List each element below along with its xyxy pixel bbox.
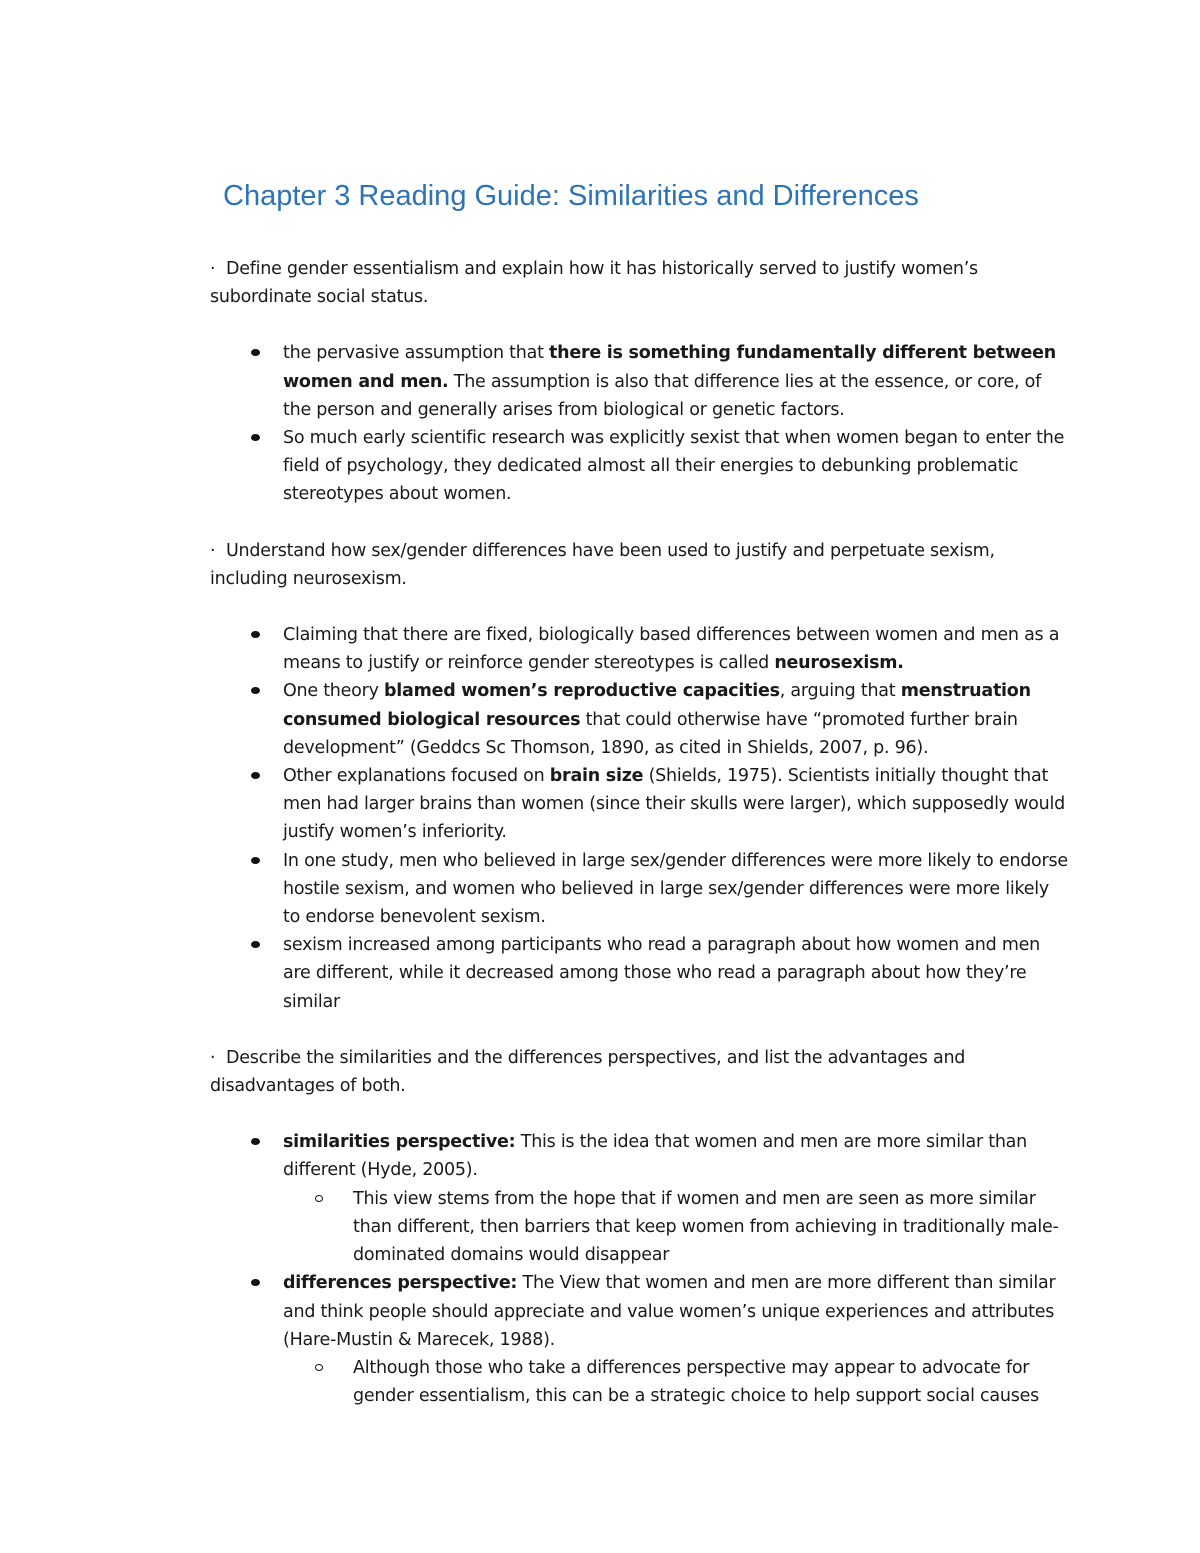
answer-list-3 xyxy=(210,1128,1070,1410)
list-item: the pervasive assumption that there is something fundamentally different between women and men. The assumption is also that difference lies at the essence, or core, of the person and generally arises from biological or genetic factors. xyxy=(210,339,1070,424)
sub-list-item: This view stems from the hope that if women and men are seen as more similar than different, then barriers that keep women from achieving in traditionally male-dominated domains would disappear xyxy=(283,1185,1070,1270)
list-item: Claiming that there are fixed, biologically based differences between women and men as a means to justify or reinforce gender stereotypes is called neurosexism. xyxy=(210,621,1070,677)
question-3 xyxy=(210,1044,1070,1100)
list-item: So much early scientific research was explicitly sexist that when women began to enter the field of psychology, they dedicated almost all their energies to debunking problematic stereotypes about women. xyxy=(210,424,1070,509)
bullet-icon xyxy=(251,349,260,356)
bullet-icon xyxy=(251,1279,260,1286)
question-marker: · xyxy=(210,540,216,561)
list-item: Other explanations focused on brain size (Shields, 1975). Scientists initially thought that men had larger brains than women (since their skulls were larger), which supposedly would justify women’s inferiority. xyxy=(210,762,1070,847)
list-item: sexism increased among participants who read a paragraph about how women and men are different, while it decreased among those who read a paragraph about how they’re similar xyxy=(210,931,1070,1016)
bullet-icon xyxy=(251,687,260,694)
bullet-icon xyxy=(251,772,260,779)
question-2-text: Understand how sex/gender differences have been used to justify and perpetuate sexism, including neurosexism. xyxy=(210,540,995,589)
document-body xyxy=(210,255,1070,1438)
sub-list xyxy=(283,1354,1070,1410)
question-marker: · xyxy=(210,1047,216,1068)
question-1 xyxy=(210,255,1070,311)
circle-bullet-icon xyxy=(315,1195,323,1202)
bullet-icon xyxy=(251,1138,260,1145)
sub-list-item: Although those who take a differences perspective may appear to advocate for gender essentialism, this can be a strategic choice to help support social causes xyxy=(283,1354,1070,1410)
list-item: One theory blamed women’s reproductive capacities, arguing that menstruation consumed biological resources that could otherwise have “promoted further brain development” (Geddcs Sc Thomson, 1890, as cited in Shields, 2007, p. 96). xyxy=(210,677,1070,762)
circle-bullet-icon xyxy=(315,1364,323,1371)
question-2 xyxy=(210,537,1070,593)
bullet-icon xyxy=(251,631,260,638)
question-1-text: Define gender essentialism and explain how it has historically served to justify women’s subordinate social status. xyxy=(210,259,978,308)
list-item: differences perspective: The View that women and men are more different than similar and think people should appreciate and value women’s unique experiences and attributes (Hare-Mustin & Marecek, 1988). Although those who take a differences perspective may appear to advocate for gender essentialism, this can be a strategic choice to help support social causes xyxy=(210,1269,1070,1410)
page-title: Chapter 3 Reading Guide: Similarities and Differences xyxy=(223,180,919,212)
list-item: similarities perspective: This is the idea that women and men are more similar than different (Hyde, 2005). This view stems from the hope that if women and men are seen as more similar than different, then barriers that keep women from achieving in traditionally male-dominated domains would disappear xyxy=(210,1128,1070,1269)
question-3-text: Describe the similarities and the differences perspectives, and list the advantages and disadvantages of both. xyxy=(210,1047,966,1097)
bullet-icon xyxy=(251,857,260,864)
list-item: In one study, men who believed in large sex/gender differences were more likely to endorse hostile sexism, and women who believed in large sex/gender differences were more likely to endorse benevolent sexism. xyxy=(210,847,1070,932)
answer-list-1 xyxy=(210,339,1070,508)
bullet-icon xyxy=(251,941,260,948)
question-marker: · xyxy=(210,259,216,279)
sub-list xyxy=(283,1185,1070,1270)
answer-list-2 xyxy=(210,621,1070,1016)
bullet-icon xyxy=(251,434,260,441)
